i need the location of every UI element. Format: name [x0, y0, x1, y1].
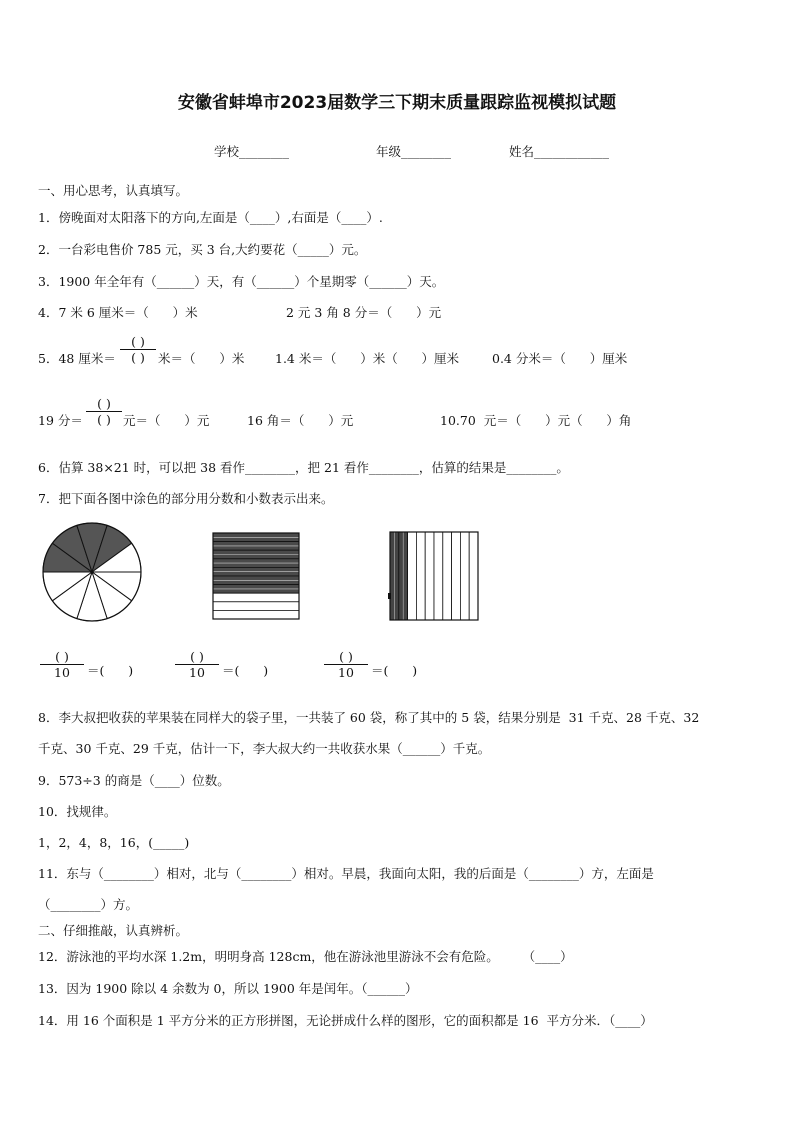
vertical-stripe [425, 532, 434, 620]
school-field: 学校________ [214, 144, 290, 159]
horizontal-stripes [213, 533, 299, 619]
pie-figure [40, 520, 144, 624]
vertical-stripe [452, 532, 461, 620]
question-3: 3．1900 年全年有（______）天，有（______）个星期零（______）天。 [38, 274, 445, 289]
fraction-numerator: ( ) [131, 334, 145, 349]
question-5e: 16 角＝（ ）元 [247, 413, 354, 428]
question-10-sequence: 1，2，4，8，16，(_____) [38, 835, 190, 850]
vertical-stripe [408, 532, 417, 620]
answer-denominator: 10 [189, 665, 205, 680]
answer-numerator: ( ) [339, 649, 353, 664]
answer-decimal-2: ＝( ) [222, 663, 269, 678]
question-8-line-2: 千克、30 千克、29 千克，估计一下，李大叔大约一共收获水果（______）千克。 [38, 741, 491, 756]
question-5c: 0.4 分米＝（ ）厘米 [492, 351, 628, 366]
answer-fraction-2 [175, 649, 219, 680]
vertical-stripe [443, 532, 452, 620]
question-14: 14．用 16 个面积是 1 平方分米的正方形拼图，无论拼成什么样的图形，它的面积都是 16 平方分米．（____） [38, 1013, 653, 1028]
answer-denominator: 10 [54, 665, 70, 680]
question-9: 9．573÷3 的商是（____）位数。 [38, 773, 230, 788]
question-5d-prefix: 19 分＝ [38, 413, 83, 428]
question-12: 12．游泳池的平均水深 1.2m，明明身高 128cm，他在游泳池里游泳不会有危险。 （____） [38, 949, 573, 964]
question-5a-suffix: 米＝（ ）米 [158, 351, 245, 366]
fraction-denominator: ( ) [97, 412, 111, 427]
question-1: 1．傍晚面对太阳落下的方向,左面是（____）,右面是（____）. [38, 210, 383, 225]
question-4a: 4．7 米 6 厘米＝（ ）米 [38, 305, 198, 320]
fraction-denominator: ( ) [131, 350, 145, 365]
question-7: 7．把下面各图中涂色的部分用分数和小数表示出来。 [38, 491, 334, 506]
question-8-line-1: 8．李大叔把收获的苹果装在同样大的袋子里，一共装了 60 袋，称了其中的 5 袋，结果分别是 31 千克、28 千克、32 [38, 710, 700, 725]
question-11-line-1: 11．东与（________）相对，北与（________）相对。早晨，我面向太阳，我的后面是（________）方，左面是 [38, 866, 654, 881]
answer-fraction-1 [40, 649, 84, 680]
horizontal-stripe [213, 610, 299, 619]
horizontal-stripe [213, 593, 299, 602]
vertical-stripe [460, 532, 469, 620]
fraction-5d [86, 396, 122, 427]
question-5a-prefix: 5．48 厘米＝ [38, 351, 116, 366]
grade-field: 年级________ [376, 144, 452, 159]
horizontal-stripes-figure [212, 532, 302, 622]
answer-fraction-3 [324, 649, 368, 680]
vertical-stripes [388, 532, 478, 620]
answer-denominator: 10 [338, 665, 354, 680]
vertical-stripe [469, 532, 478, 620]
fraction-5a [120, 334, 156, 365]
question-5f: 10.70 元＝（ ）元（ ）角 [440, 413, 632, 428]
vertical-stripes-figure [388, 531, 484, 623]
question-4b: 2 元 3 角 8 分＝（ ）元 [286, 305, 442, 320]
question-10: 10．找规律。 [38, 804, 117, 819]
fraction-numerator: ( ) [97, 396, 111, 411]
question-6: 6．估算 38×21 时，可以把 38 看作________，把 21 看作________，估算的结果是________。 [38, 460, 569, 475]
page-title: 安徽省蚌埠市2023届数学三下期末质量跟踪监视模拟试题 [177, 93, 617, 113]
section-2-heading: 二、仔细推敲，认真辨析。 [38, 923, 189, 938]
answer-numerator: ( ) [55, 649, 69, 664]
question-13: 13．因为 1900 除以 4 余数为 0，所以 1900 年是闰年。（______） [38, 981, 418, 996]
name-field: 姓名____________ [509, 144, 610, 159]
answer-decimal-1: ＝( ) [87, 663, 134, 678]
question-5b: 1.4 米＝（ ）米（ ）厘米 [275, 351, 460, 366]
vertical-stripe [416, 532, 425, 620]
question-5d-suffix: 元＝（ ）元 [123, 413, 210, 428]
answer-numerator: ( ) [190, 649, 204, 664]
question-2: 2．一台彩电售价 785 元，买 3 台,大约要花（_____）元。 [38, 242, 367, 257]
answer-decimal-3: ＝( ) [371, 663, 418, 678]
horizontal-stripe [213, 602, 299, 611]
vertical-stripe [434, 532, 443, 620]
section-1-heading: 一、用心思考，认真填写。 [38, 183, 189, 198]
question-11-line-2: （________）方。 [38, 897, 139, 912]
